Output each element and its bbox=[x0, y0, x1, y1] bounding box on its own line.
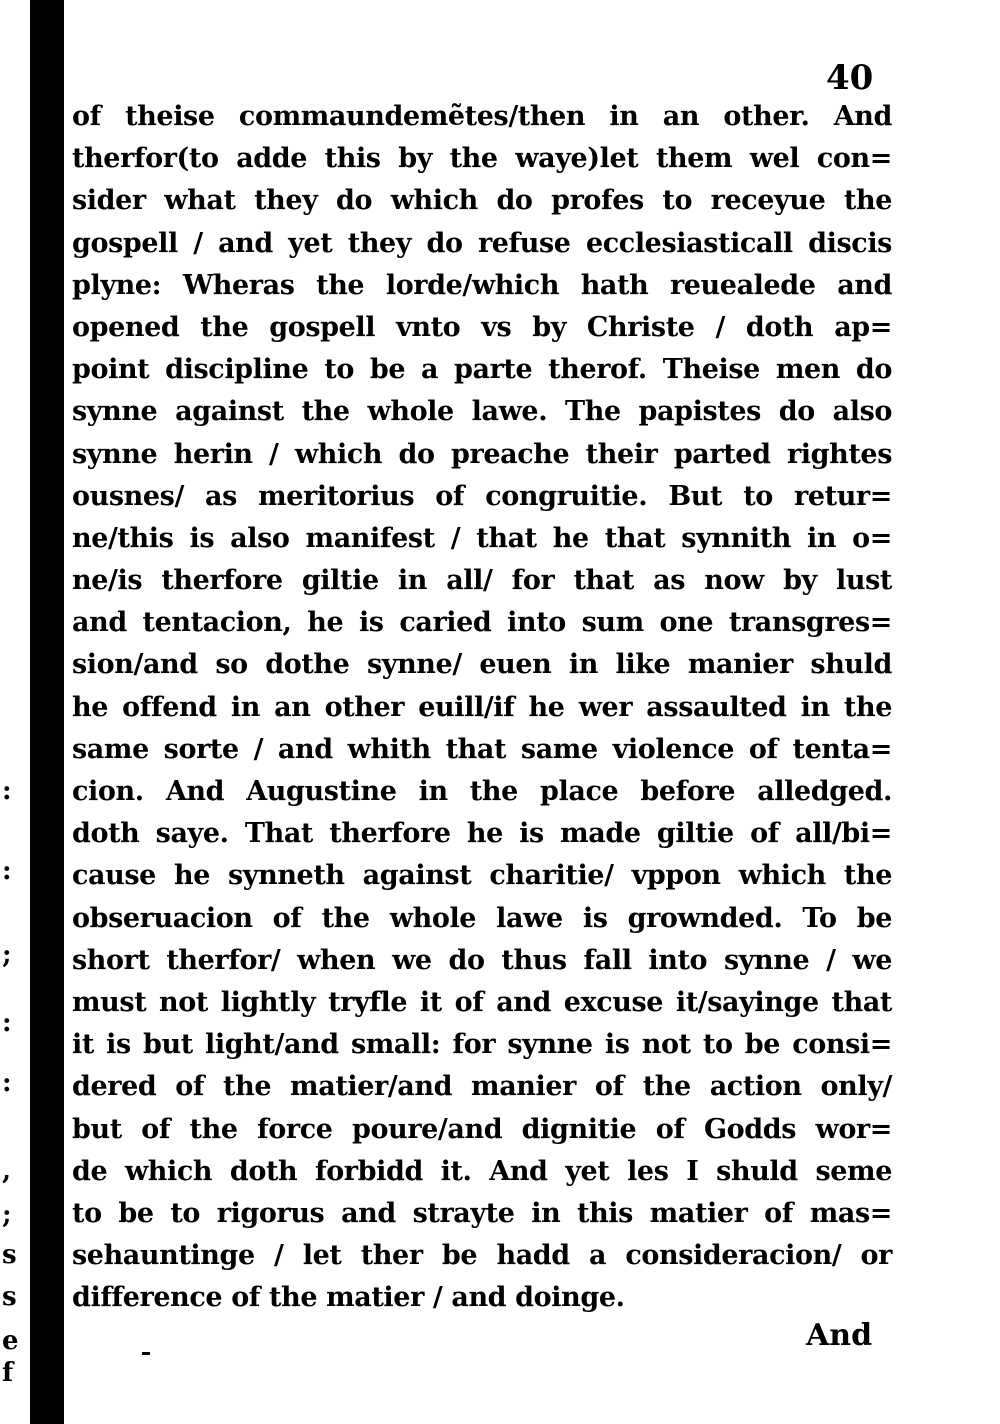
text-line: obseruacion of the whole lawe is grownded. To be bbox=[72, 902, 892, 934]
gutter-mark: s bbox=[2, 1240, 17, 1270]
text-line: ne/this is also manifest / that he that synnith in o= bbox=[72, 522, 892, 554]
text-line: of theise commaundemẽtes/then in an other. And bbox=[72, 101, 892, 132]
gutter-mark: , bbox=[2, 1156, 12, 1186]
text-line: cion. And Augustine in the place before alledged. bbox=[72, 776, 892, 807]
text-line: difference of the matier / and doinge. bbox=[72, 1282, 625, 1314]
text-line: cause he synneth against charitie/ vppon which the bbox=[72, 860, 892, 892]
text-line: he offend in an other euill/if he wer assaulted in the bbox=[72, 691, 892, 723]
gutter-mark: : bbox=[2, 776, 12, 806]
text-line: must not lightly tryfle it of and excuse it/sayinge that bbox=[72, 986, 892, 1018]
body-text bbox=[72, 96, 892, 1319]
text-line: dered of the matier/and manier of the action only/ bbox=[72, 1071, 892, 1103]
text-line: it is but light/and small: for synne is not to be consi= bbox=[72, 1029, 892, 1061]
text-line: therfor(to adde this by the waye)let them wel con= bbox=[72, 143, 892, 175]
ink-speck bbox=[142, 1352, 150, 1355]
text-line: ousnes/ as meritorius of congruitie. But to retur= bbox=[72, 480, 892, 512]
gutter-mark: e bbox=[2, 1326, 19, 1356]
text-line: synne against the whole lawe. The papistes do also bbox=[72, 396, 892, 428]
gutter-mark: : bbox=[2, 1008, 12, 1038]
text-line: to be to rigorus and strayte in this matier of mas= bbox=[72, 1197, 892, 1229]
text-line: gospell / and yet they do refuse ecclesiasticall discis bbox=[72, 227, 892, 259]
gutter-mark: ; bbox=[2, 1200, 12, 1230]
text-line: opened the gospell vnto vs by Christe / doth ap= bbox=[72, 311, 892, 343]
text-line: and tentacion, he is caried into sum one transgres= bbox=[72, 607, 892, 639]
text-line: sider what they do which do profes to receyue the bbox=[72, 185, 892, 217]
page-number: 40 bbox=[826, 58, 874, 98]
text-line: synne herin / which do preache their parted rightes bbox=[72, 438, 892, 470]
text-line: doth saye. That therfore he is made giltie of all/bi= bbox=[72, 818, 892, 850]
text-line: sehauntinge / let ther be hadd a consideracion/ or bbox=[72, 1240, 892, 1272]
text-line: ne/is therfore giltie in all/ for that as now by lust bbox=[72, 565, 892, 597]
gutter-mark: : bbox=[2, 856, 12, 886]
text-line: plyne: Wheras the lorde/which hath reuealede and bbox=[72, 269, 892, 301]
gutter-mark: s bbox=[2, 1282, 17, 1312]
text-line: same sorte / and whith that same violence of tenta= bbox=[72, 733, 892, 765]
text-line: point discipline to be a parte therof. Theise men do bbox=[72, 354, 892, 386]
catchword: And bbox=[806, 1318, 873, 1353]
text-line: but of the force poure/and dignitie of Godds wor= bbox=[72, 1113, 892, 1145]
gutter-mark: ; bbox=[2, 940, 12, 970]
text-line: de which doth forbidd it. And yet les I shuld seme bbox=[72, 1155, 892, 1187]
text-line: short therfor/ when we do thus fall into synne / we bbox=[72, 944, 892, 976]
gutter-mark: : bbox=[2, 1068, 12, 1098]
text-line: sion/and so dothe synne/ euen in like manier shuld bbox=[72, 649, 892, 681]
gutter-mark: f bbox=[2, 1358, 14, 1388]
binding-gutter-shadow bbox=[30, 0, 64, 1424]
gutter-marks bbox=[0, 0, 22, 1424]
